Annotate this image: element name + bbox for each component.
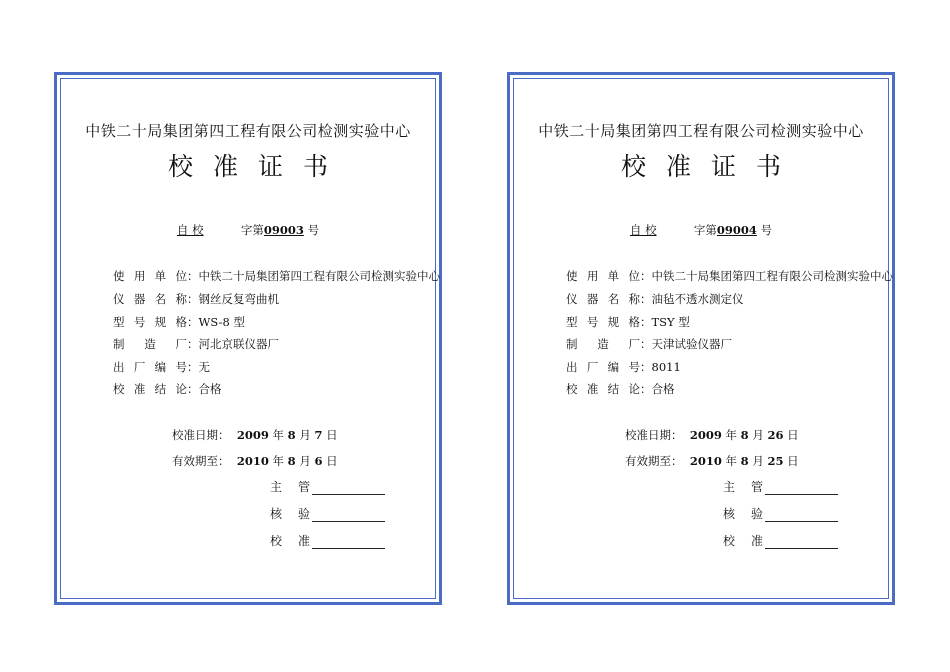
serial-suffix: 号 <box>760 223 773 237</box>
field-label: 型号规格 <box>113 315 187 329</box>
signature-supervisor: 主 管 <box>723 478 838 495</box>
signature-verifier: 核 验 <box>723 505 838 522</box>
field-row: 仪器名称：钢丝反复弯曲机 <box>113 292 279 306</box>
signature-line <box>765 481 838 495</box>
field-value: 河北京联仪器厂 <box>198 337 279 351</box>
serial-number: 09004 <box>716 223 757 237</box>
signature-calibrator: 校 准 <box>723 532 838 549</box>
field-row: 使用单位：中铁二十局集团第四工程有限公司检测实验中心 <box>566 269 893 283</box>
field-value: WS-8 型 <box>198 315 245 329</box>
certificate-left <box>54 72 442 605</box>
field-row: 制造厂：天津试验仪器厂 <box>566 337 732 351</box>
field-value: 油毡不透水测定仪 <box>651 292 744 306</box>
serial-number-line <box>510 222 892 238</box>
field-row: 制造厂：河北京联仪器厂 <box>113 337 279 351</box>
calibration-date: 校准日期： 2009 年 8 月 7 日 <box>172 428 338 442</box>
field-value: TSY 型 <box>651 315 690 329</box>
serial-number: 09003 <box>263 223 304 237</box>
field-label: 出厂编号 <box>566 360 640 374</box>
field-label: 校准结论 <box>113 382 187 396</box>
field-value: 天津试验仪器厂 <box>651 337 732 351</box>
field-row: 使用单位：中铁二十局集团第四工程有限公司检测实验中心 <box>113 269 440 283</box>
field-label: 仪器名称 <box>566 292 640 306</box>
certificate-title: 校准证书 <box>167 152 348 181</box>
organization-name: 中铁二十局集团第四工程有限公司检测实验中心 <box>538 122 864 140</box>
field-label: 校准结论 <box>566 382 640 396</box>
serial-number-line <box>57 222 439 238</box>
signature-line <box>312 481 385 495</box>
field-value: 8011 <box>651 360 681 374</box>
field-row: 校准结论：合格 <box>113 382 222 396</box>
field-value: 合格 <box>198 382 222 396</box>
signature-line <box>312 535 385 549</box>
field-row: 仪器名称：油毡不透水测定仪 <box>566 292 744 306</box>
valid-until-date: 有效期至： 2010 年 8 月 25 日 <box>625 454 799 468</box>
certificate-right <box>507 72 895 605</box>
field-label: 制造厂 <box>113 337 187 351</box>
field-row: 出厂编号：8011 <box>566 360 681 374</box>
signature-line <box>765 535 838 549</box>
field-value: 无 <box>198 360 210 374</box>
field-row: 型号规格：TSY 型 <box>566 315 690 329</box>
organization-name: 中铁二十局集团第四工程有限公司检测实验中心 <box>85 122 411 140</box>
field-label: 型号规格 <box>566 315 640 329</box>
field-value: 钢丝反复弯曲机 <box>198 292 279 306</box>
serial-prefix: 字第 <box>240 223 264 237</box>
field-row: 出厂编号：无 <box>113 360 210 374</box>
field-label: 仪器名称 <box>113 292 187 306</box>
field-value: 中铁二十局集团第四工程有限公司检测实验中心 <box>198 269 440 283</box>
certificate-title: 校准证书 <box>620 152 801 181</box>
signature-line <box>765 508 838 522</box>
signature-verifier: 核 验 <box>270 505 385 522</box>
signature-supervisor: 主 管 <box>270 478 385 495</box>
serial-prefix: 字第 <box>693 223 717 237</box>
field-label: 制造厂 <box>566 337 640 351</box>
field-value: 中铁二十局集团第四工程有限公司检测实验中心 <box>651 269 893 283</box>
signature-calibrator: 校 准 <box>270 532 385 549</box>
field-row: 校准结论：合格 <box>566 382 675 396</box>
field-label: 使用单位 <box>113 269 187 283</box>
field-label: 出厂编号 <box>113 360 187 374</box>
signature-line <box>312 508 385 522</box>
serial-type: 自 校 <box>176 223 204 237</box>
field-value: 合格 <box>651 382 675 396</box>
serial-type: 自 校 <box>629 223 657 237</box>
valid-until-date: 有效期至： 2010 年 8 月 6 日 <box>172 454 338 468</box>
serial-suffix: 号 <box>307 223 320 237</box>
calibration-date: 校准日期： 2009 年 8 月 26 日 <box>625 428 799 442</box>
field-row: 型号规格：WS-8 型 <box>113 315 245 329</box>
field-label: 使用单位 <box>566 269 640 283</box>
